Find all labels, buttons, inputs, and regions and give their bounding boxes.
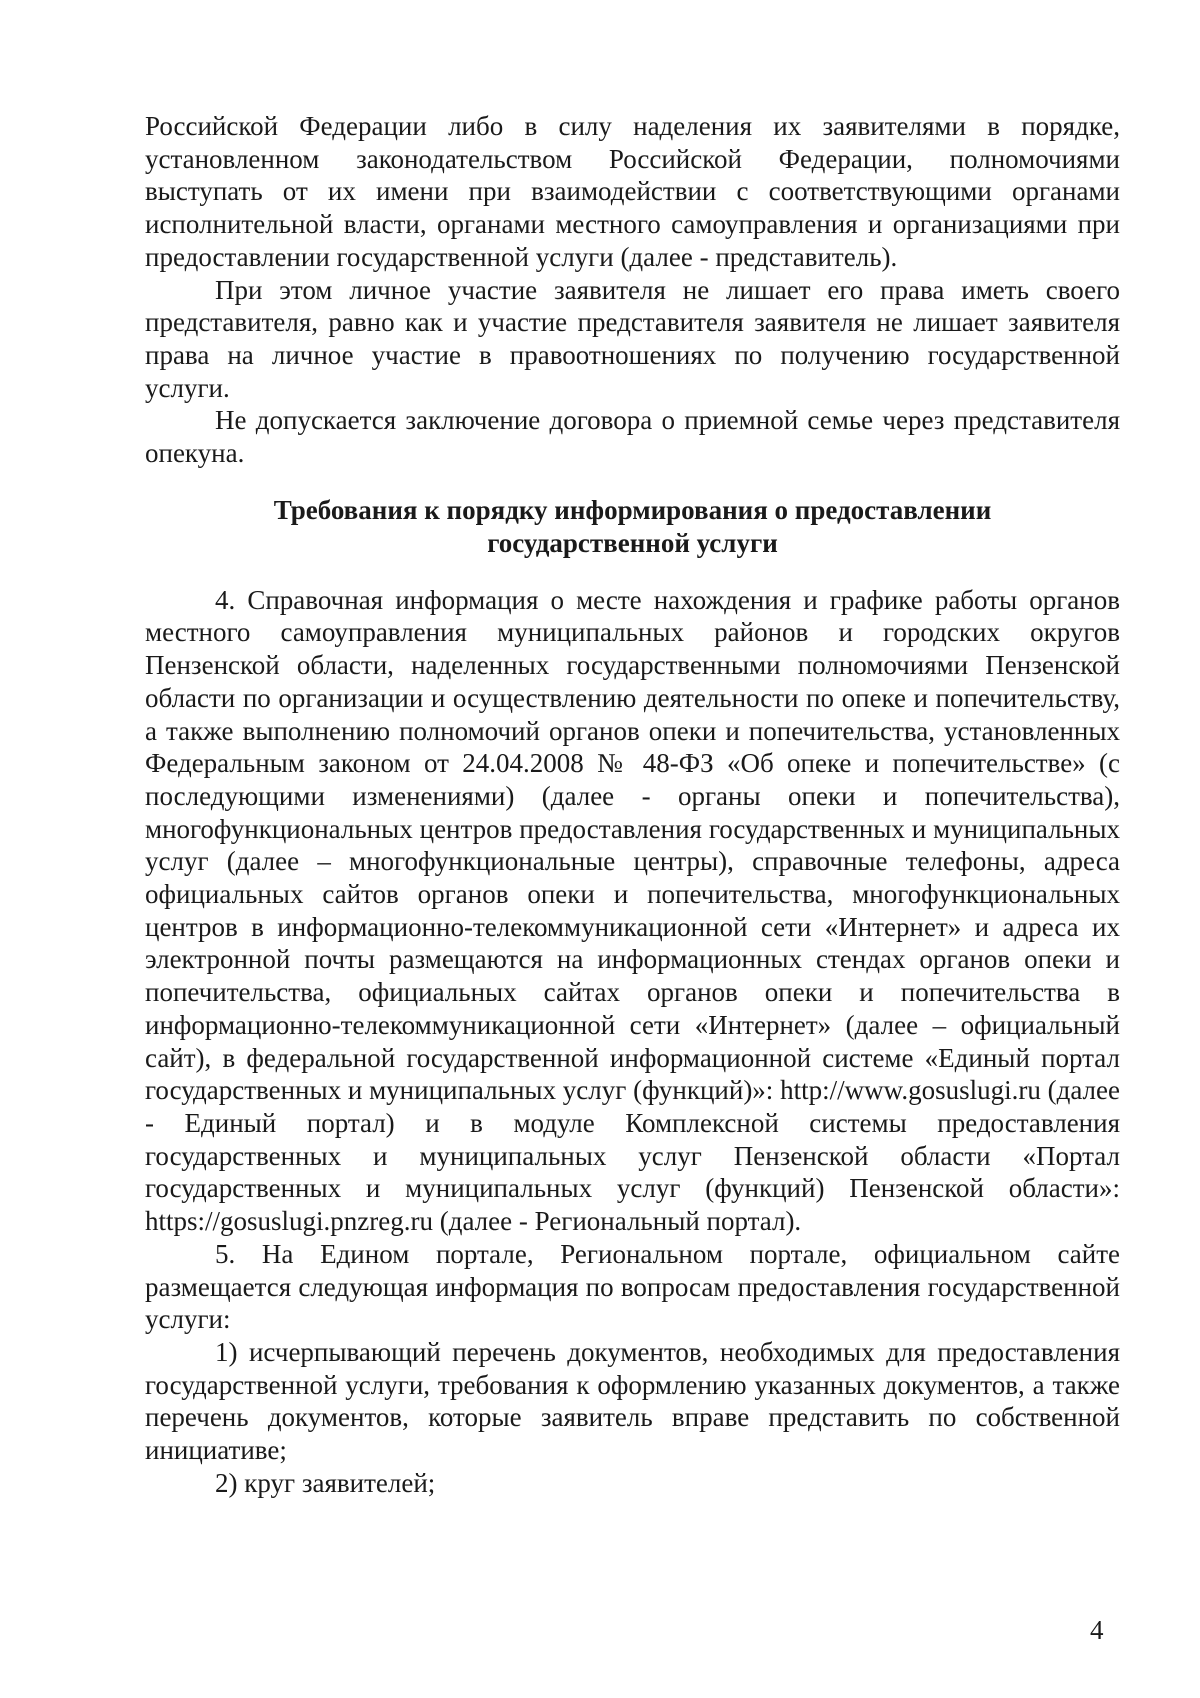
section-heading-line-1: Требования к порядку информирования о предоставлении [273,494,992,525]
paragraph-item-4: 4. Справочная информация о месте нахождения и графике работы органов местного самоуправления муниципальных районов и городских округов Пензенской области, наделенных государственными полномочиями Пензенской области по организации и осуществлению деятельности по опеке и попечительству, а также выполнению полномочий органов опеки и попечительства, установленных Федеральным законом от 24.04.2008 № 48-ФЗ «Об опеке и попечительстве» (с последующими изменениями) (далее - органы опеки и попечительства), многофункциональных центров предоставления государственных и муниципальных услуг (далее – многофункциональные центры), справочные телефоны, адреса официальных сайтов органов опеки и попечительства, многофункциональных центров в информационно-телекоммуникационной сети «Интернет» и адреса их электронной почты размещаются на информационных стендах органов опеки и попечительства, официальных сайтах органов опеки и попечительства в информационно-телекоммуникационной сети «Интернет» (далее – официальный сайт), в федеральной государственной информационной системе «Единый портал государственных и муниципальных услуг (функций)»: http://www.gosuslugi.ru (далее - Единый портал) и в модуле Комплексной системы предоставления государственных и муниципальных услуг Пензенской области «Портал государственных и муниципальных услуг (функций) Пензенской области»: https://gosuslugi.pnzreg.ru (далее - Региональный портал). [145,584,1120,1237]
paragraph-personal-participation: При этом личное участие заявителя не лишает его права иметь своего представителя, равно как и участие представителя заявителя не лишает заявителя права на личное участие в правоотношениях по получению государственной услуги. [145,274,1120,403]
document-page [145,110,1120,1499]
section-heading [145,494,1120,560]
paragraph-representative-definition: Российской Федерации либо в силу наделения их заявителями в порядке, установленном законодательством Российской Федерации, полномочиями выступать от их имени при взаимодействии с соответствующими органами исполнительной власти, органами местного самоуправления и организациями при предоставлении государственной услуги (далее - представитель). [145,111,1120,272]
paragraph-subitem-1: 1) исчерпывающий перечень документов, необходимых для предоставления государственной услуги, требования к оформлению указанных документов, а также перечень документов, которые заявитель вправе представить по собственной инициативе; [145,1336,1120,1466]
paragraph-subitem-2: 2) круг заявителей; [215,1467,436,1498]
page-number: 4 [1090,1615,1104,1645]
paragraph-item-5: 5. На Едином портале, Региональном портале, официальном сайте размещается следующая информация по вопросам предоставления государственной услуги: [145,1238,1120,1335]
paragraph-foster-contract: Не допускается заключение договора о приемной семье через представителя опекуна. [145,405,1120,469]
section-heading-line-2: государственной услуги [487,527,778,558]
